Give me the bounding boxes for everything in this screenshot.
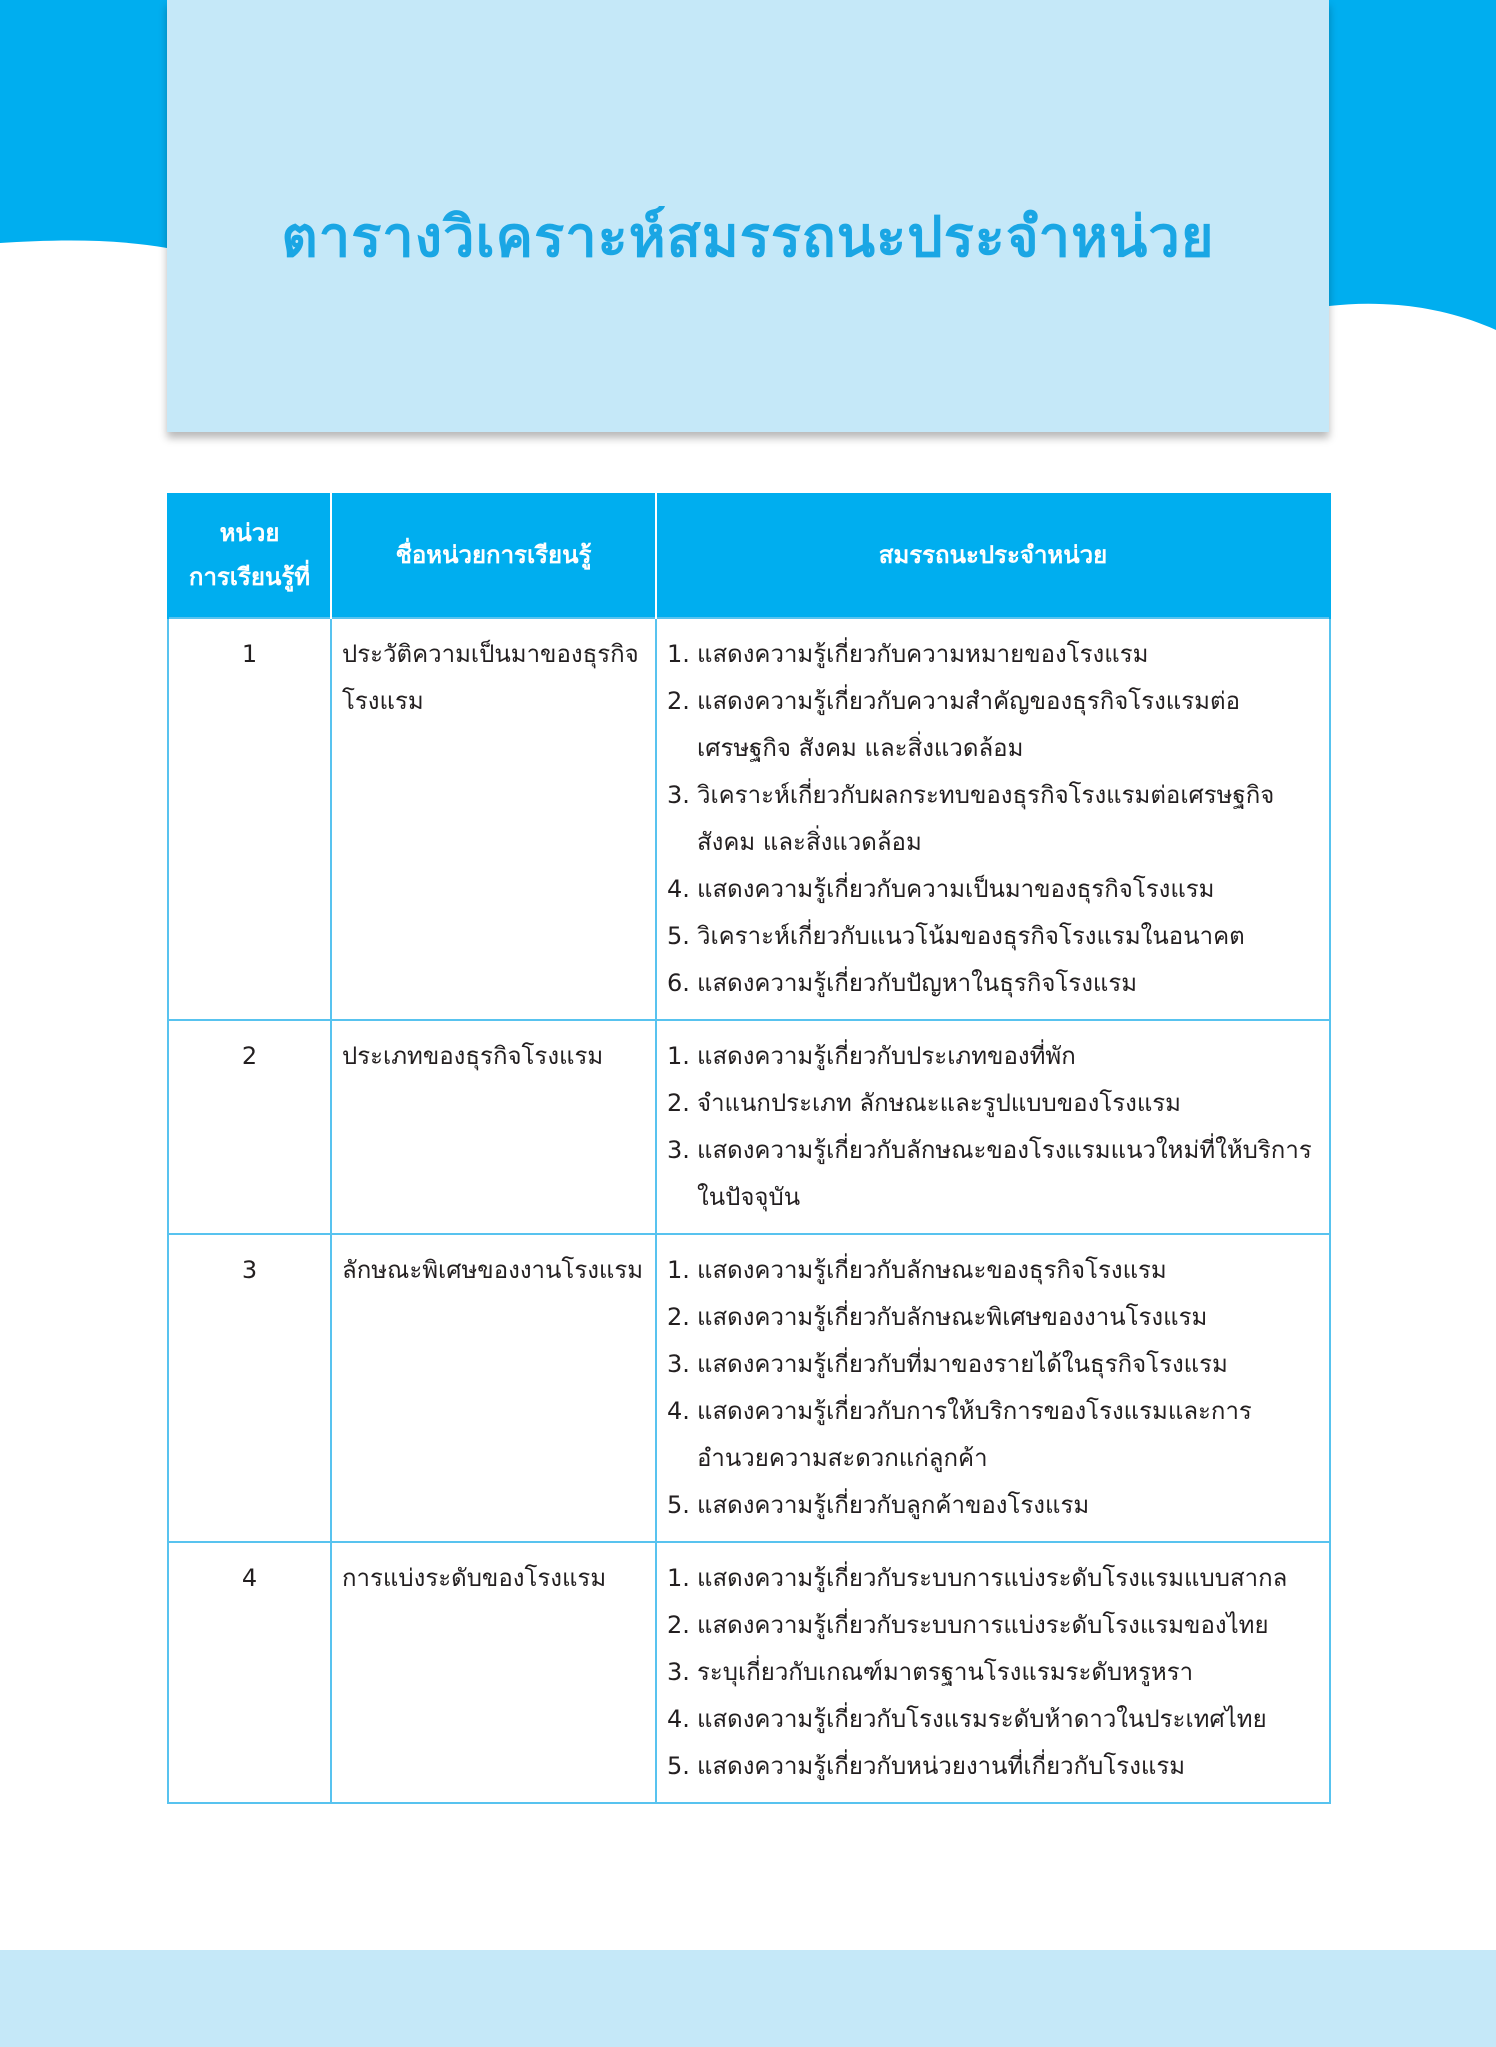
competency-item-number: 4. (667, 1397, 690, 1425)
competency-item-number: 1. (667, 1564, 690, 1592)
competency-item (667, 866, 1319, 913)
footer-band (0, 1950, 1496, 2047)
competency-item-text: แสดงความรู้เกี่ยวกับโรงแรมระดับห้าดาวในประเทศไทย (697, 1705, 1267, 1733)
competency-item (667, 1555, 1319, 1602)
competency-item-text: แสดงความรู้เกี่ยวกับระบบการแบ่งระดับโรงแรมแบบสากล (697, 1564, 1288, 1592)
competency-cell (656, 618, 1330, 1020)
competency-item-text: จำแนกประเภท ลักษณะและรูปแบบของโรงแรม (697, 1089, 1181, 1117)
competency-item (667, 1388, 1319, 1482)
competency-item-text: แสดงความรู้เกี่ยวกับลักษณะของธุรกิจโรงแรม (697, 1256, 1167, 1284)
table-row (168, 1542, 1330, 1803)
competency-item (667, 1743, 1319, 1790)
competency-item-number: 3. (667, 1136, 690, 1164)
competency-item (667, 1033, 1319, 1080)
competency-item (667, 678, 1319, 772)
competency-item (667, 1341, 1319, 1388)
competency-item (667, 960, 1319, 1007)
header-unit-line2: การเรียนรู้ที่ (188, 563, 311, 591)
table-row (168, 1020, 1330, 1234)
competency-item-number: 2. (667, 1089, 690, 1117)
unit-name-cell: ลักษณะพิเศษของงานโรงแรม (331, 1234, 656, 1542)
unit-number-cell: 2 (168, 1020, 331, 1234)
table-header-row (168, 493, 1330, 618)
competency-item (667, 1080, 1319, 1127)
header-unit-line1: หน่วย (219, 519, 280, 547)
competency-item-text: แสดงความรู้เกี่ยวกับปัญหาในธุรกิจโรงแรม (697, 969, 1138, 997)
competency-item-text: แสดงความรู้เกี่ยวกับลักษณะของโรงแรมแนวใหม่ที่ให้บริการในปัจจุบัน (697, 1136, 1312, 1211)
competency-item-number: 3. (667, 1350, 690, 1378)
unit-name-cell: ประเภทของธุรกิจโรงแรม (331, 1020, 656, 1234)
competency-item (667, 1247, 1319, 1294)
competency-list (667, 1555, 1319, 1790)
unit-number-cell: 4 (168, 1542, 331, 1803)
competency-item (667, 1602, 1319, 1649)
competency-item-text: วิเคราะห์เกี่ยวกับแนวโน้มของธุรกิจโรงแรมในอนาคต (697, 922, 1245, 950)
competency-item-number: 4. (667, 875, 690, 903)
unit-number-cell: 3 (168, 1234, 331, 1542)
competency-item-number: 1. (667, 1042, 690, 1070)
competency-item-text: แสดงความรู้เกี่ยวกับหน่วยงานที่เกี่ยวกับโรงแรม (697, 1752, 1186, 1780)
competency-item-text: แสดงความรู้เกี่ยวกับความหมายของโรงแรม (697, 640, 1149, 668)
competency-item (667, 1649, 1319, 1696)
competency-item-number: 3. (667, 1658, 690, 1686)
competency-item-text: แสดงความรู้เกี่ยวกับลักษณะพิเศษของงานโรงแรม (697, 1303, 1208, 1331)
competency-item-text: แสดงความรู้เกี่ยวกับระบบการแบ่งระดับโรงแรมของไทย (697, 1611, 1269, 1639)
competency-item (667, 1294, 1319, 1341)
competency-item-number: 1. (667, 1256, 690, 1284)
competency-cell (656, 1234, 1330, 1542)
competency-item-number: 6. (667, 969, 690, 997)
unit-name-cell: การแบ่งระดับของโรงแรม (331, 1542, 656, 1803)
page-title: ตารางวิเคราะห์สมรรถนะประจำหน่วย (281, 204, 1215, 270)
competency-item (667, 913, 1319, 960)
competency-cell (656, 1020, 1330, 1234)
competency-table (167, 493, 1331, 1804)
competency-item-text: แสดงความรู้เกี่ยวกับความเป็นมาของธุรกิจโรงแรม (697, 875, 1215, 903)
competency-item (667, 1696, 1319, 1743)
unit-name-cell: ประวัติความเป็นมาของธุรกิจโรงแรม (331, 618, 656, 1020)
competency-item-text: แสดงความรู้เกี่ยวกับลูกค้าของโรงแรม (697, 1491, 1090, 1519)
competency-item (667, 772, 1319, 866)
header-competency: สมรรถนะประจำหน่วย (656, 493, 1330, 618)
competency-item (667, 631, 1319, 678)
competency-item-number: 2. (667, 1611, 690, 1639)
unit-number-cell: 1 (168, 618, 331, 1020)
competency-item-text: แสดงความรู้เกี่ยวกับการให้บริการของโรงแรมและการอำนวยความสะดวกแก่ลูกค้า (697, 1397, 1252, 1472)
competency-item-text: แสดงความรู้เกี่ยวกับที่มาของรายได้ในธุรกิจโรงแรม (697, 1350, 1228, 1378)
competency-list (667, 1247, 1319, 1529)
competency-item-number: 5. (667, 1752, 690, 1780)
header-unit-number (168, 493, 331, 618)
competency-item (667, 1127, 1319, 1221)
competency-item-number: 2. (667, 687, 690, 715)
competency-item-number: 4. (667, 1705, 690, 1733)
competency-table-container (167, 493, 1329, 1804)
competency-list (667, 631, 1319, 1007)
competency-item-text: แสดงความรู้เกี่ยวกับความสำคัญของธุรกิจโรงแรมต่อเศรษฐกิจ สังคม และสิ่งแวดล้อม (697, 687, 1240, 762)
competency-item-text: วิเคราะห์เกี่ยวกับผลกระทบของธุรกิจโรงแรมต่อเศรษฐกิจ สังคม และสิ่งแวดล้อม (697, 781, 1275, 856)
table-row (168, 1234, 1330, 1542)
competency-item-text: ระบุเกี่ยวกับเกณฑ์มาตรฐานโรงแรมระดับหรูหรา (697, 1658, 1194, 1686)
competency-item-number: 5. (667, 1491, 690, 1519)
competency-cell (656, 1542, 1330, 1803)
competency-list (667, 1033, 1319, 1221)
competency-item-number: 5. (667, 922, 690, 950)
competency-item (667, 1482, 1319, 1529)
table-body (168, 618, 1330, 1803)
competency-item-number: 1. (667, 640, 690, 668)
competency-item-number: 2. (667, 1303, 690, 1331)
table-row (168, 618, 1330, 1020)
competency-item-text: แสดงความรู้เกี่ยวกับประเภทของที่พัก (697, 1042, 1076, 1070)
header-unit-name: ชื่อหน่วยการเรียนรู้ (331, 493, 656, 618)
title-panel (167, 0, 1329, 432)
competency-item-number: 3. (667, 781, 690, 809)
